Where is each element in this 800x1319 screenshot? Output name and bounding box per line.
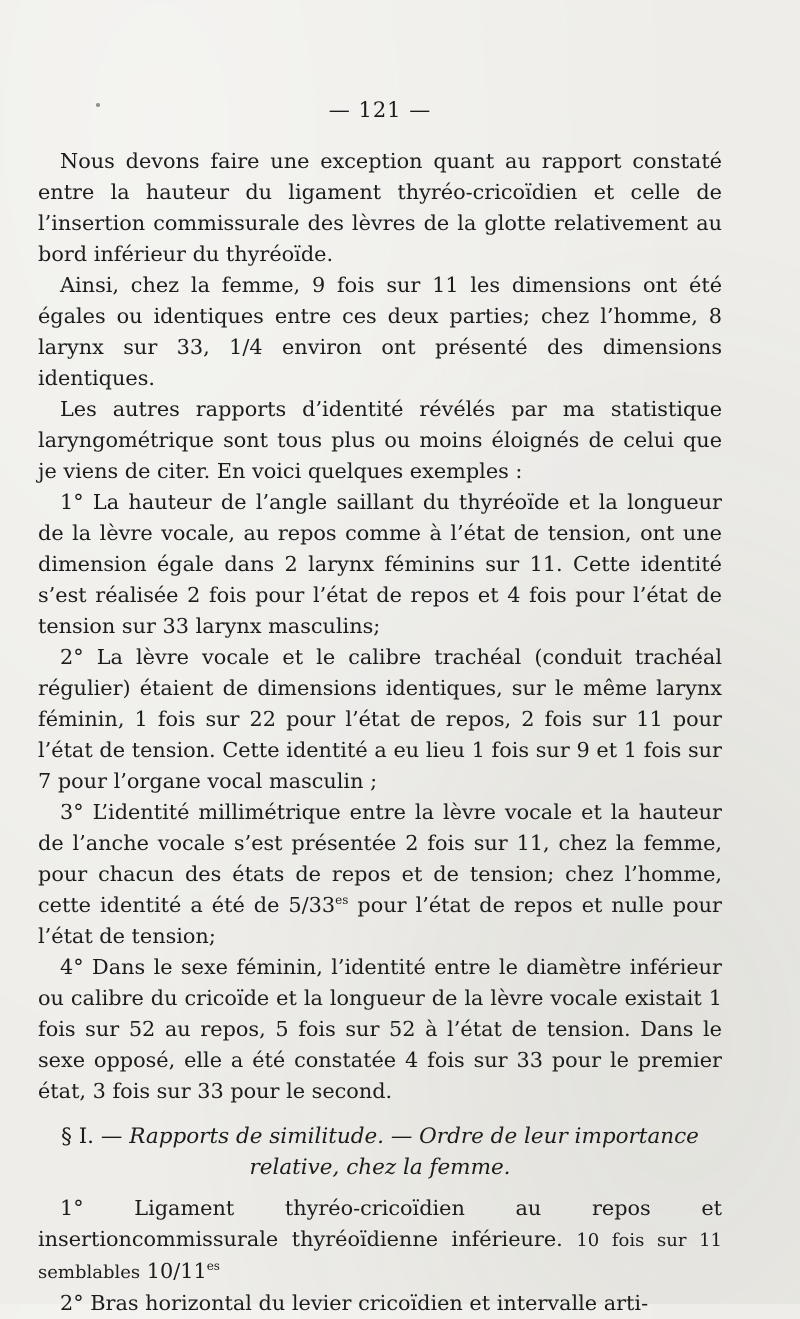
section-mark: § I. — xyxy=(61,1124,130,1149)
list-item-1-ratio: 10/11 xyxy=(140,1259,207,1283)
list-item-1-before: 1° Ligament thyréo-cricoïdien au repos et insertioncommissurale thyréoïdienne inférieure. xyxy=(38,1196,722,1251)
section-title-line-1: Rapports de similitude. — Ordre de leur importance xyxy=(129,1124,699,1149)
list-item-1 xyxy=(38,1193,722,1288)
paragraph-item-2: 2° La lèvre vocale et le calibre trachéal (conduit trachéal régulier) étaient de dimensions identiques, sur le même larynx féminin, 1 fois sur 22 pour l’état de repos, 2 fois sur 11 pour l’état de tension. Cette identité a eu lieu 1 fois sur 9 et 1 fois sur 7 pour l’organe vocal masculin ; xyxy=(38,645,722,793)
paragraph-1: Nous devons faire une exception quant au rapport constaté entre la hauteur du ligament thyréo-cricoïdien et celle de l’insertion commissurale des lèvres de la glotte relativement au bord inférieur du thyréoïde. xyxy=(38,149,722,266)
list-item-1-small: 10 fois sur 11 semblables xyxy=(38,1230,723,1283)
superscript-es-2: es xyxy=(206,1259,220,1274)
ink-speck xyxy=(96,103,100,107)
paragraph-item-1: 1° La hauteur de l’angle saillant du thyréoïde et la longueur de la lèvre vocale, au repos comme à l’état de tension, ont une dimension égale dans 2 larynx féminins sur 11. Cette identité s’est réalisée 2 fois pour l’état de repos et 4 fois pour l’état de tension sur 33 larynx masculins; xyxy=(38,490,722,638)
paragraph-item-4: 4° Dans le sexe féminin, l’identité entre le diamètre inférieur ou calibre du cricoïde et la longueur de la lèvre vocale existait 1 fois sur 52 au repos, 5 fois sur 52 à l’état de tension. Dans le sexe opposé, elle a été constatée 4 fois sur 33 pour le premier état, 3 fois sur 33 pour le second. xyxy=(38,955,722,1103)
paragraph-item-3-after: pour l’état de repos et nulle pour l’état de tension; xyxy=(38,893,722,948)
paragraph-item-3-before: 3° L’identité millimétrique entre la lèvre vocale et la hauteur de l’anche vocale s’est présentée 2 fois sur 11, chez la femme, pour chacun des états de repos et de tension; chez l’homme, cette identité a été de 5/33 xyxy=(38,800,722,917)
section-heading xyxy=(38,1121,722,1183)
paragraph-item-3 xyxy=(38,797,722,952)
page-number: — 121 — xyxy=(328,98,432,122)
section-title-line-2: relative, chez la femme. xyxy=(249,1155,511,1180)
paragraph-2: Ainsi, chez la femme, 9 fois sur 11 les dimensions ont été égales ou identiques entre ces deux parties; chez l’homme, 8 larynx sur 33, 1/4 environ ont présenté des dimensions identiques. xyxy=(38,273,722,390)
document-body xyxy=(38,146,722,1319)
document-page xyxy=(38,0,723,1315)
list-item-2: 2° Bras horizontal du levier cricoïdien et intervalle arti- xyxy=(60,1291,649,1315)
superscript-es: es xyxy=(335,893,349,908)
paragraph-3: Les autres rapports d’identité révélés par ma statistique laryngométrique sont tous plus ou moins éloignés de celui que je viens de citer. En voici quelques exemples : xyxy=(38,397,722,483)
